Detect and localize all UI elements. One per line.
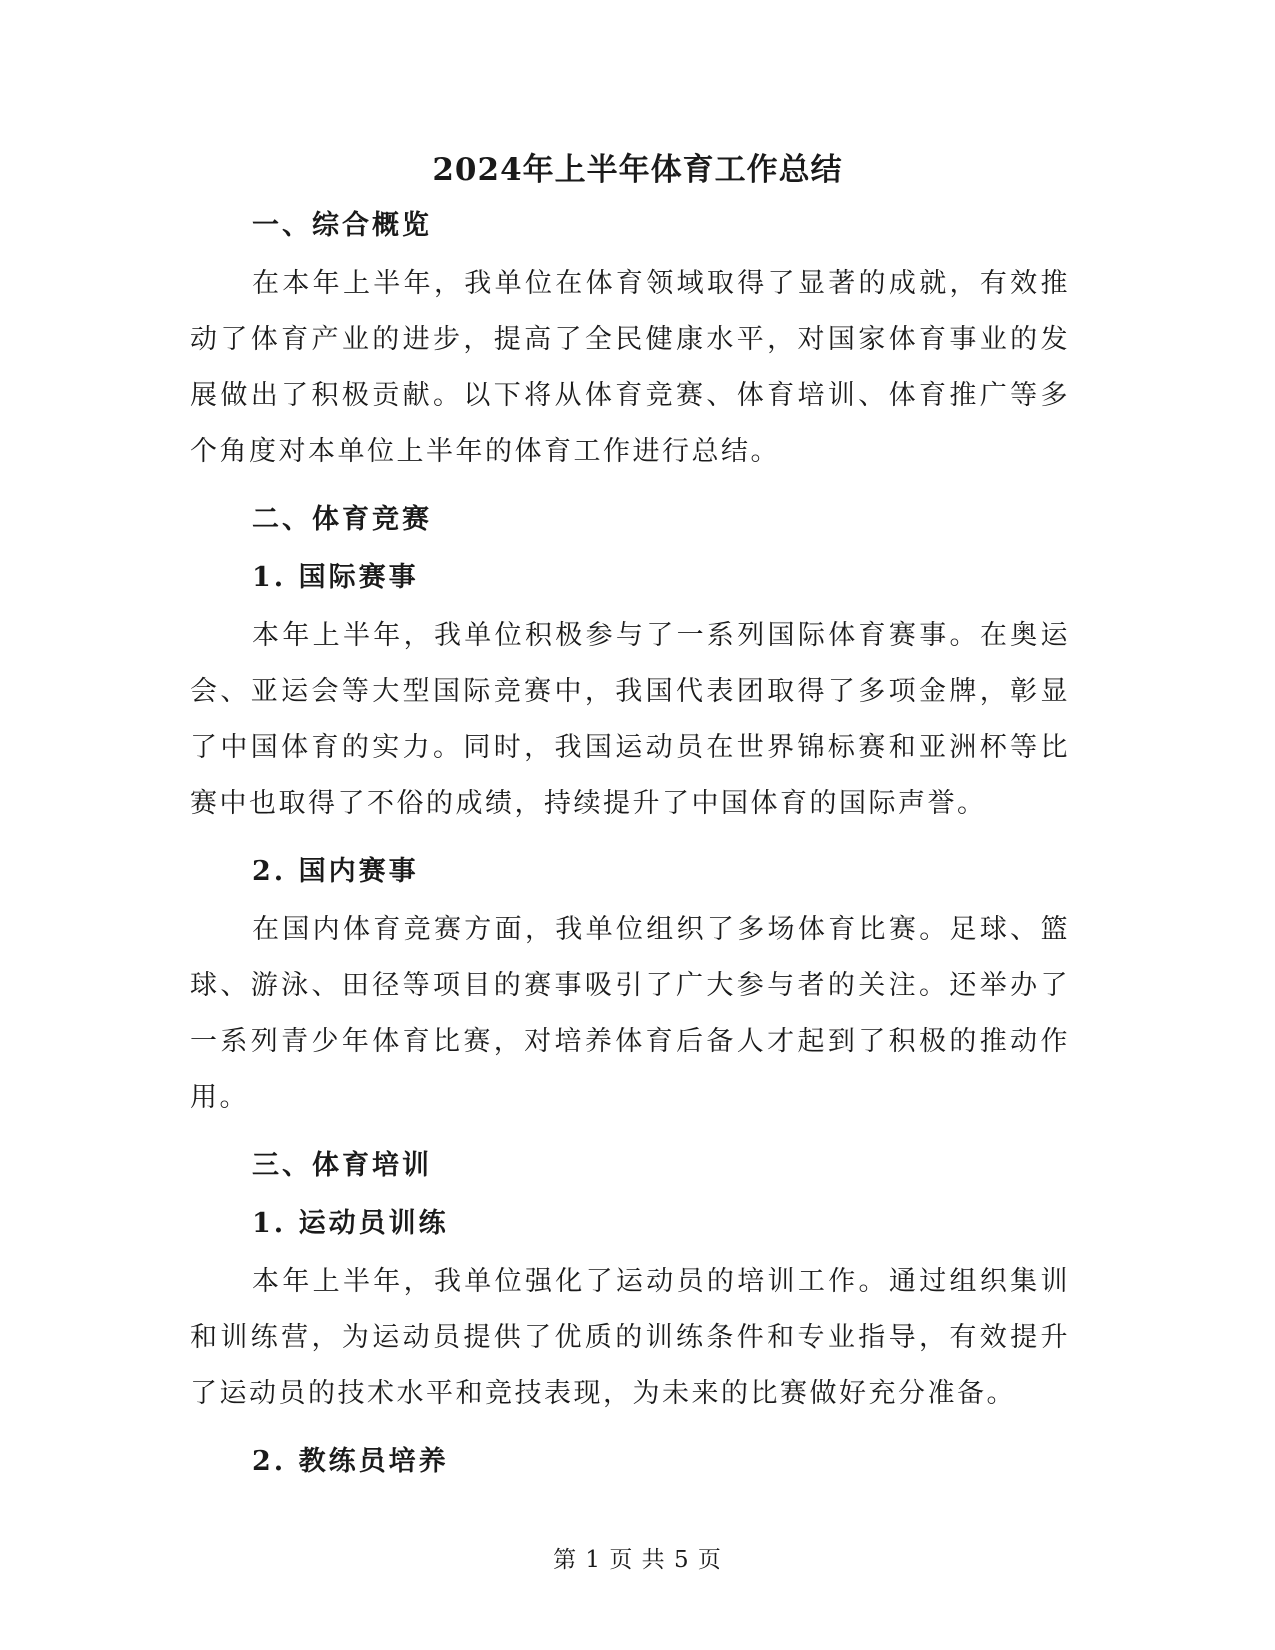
paragraph-international-events: 本年上半年，我单位积极参与了一系列国际体育赛事。在奥运会、亚运会等大型国际竞赛中，我国代表团取得了多项金牌，彰显了中国体育的实力。同时，我国运动员在世界锦标赛和亚洲杯等比赛中也取得了不俗的成绩，持续提升了中国体育的国际声誉。 [190, 620, 1070, 819]
paragraph-athlete-training: 本年上半年，我单位强化了运动员的培训工作。通过组织集训和训练营，为运动员提供了优质的训练条件和专业指导，有效提升了运动员的技术水平和竞技表现，为未来的比赛做好充分准备。 [190, 1266, 1070, 1409]
paragraph-overview: 在本年上半年，我单位在体育领域取得了显著的成就，有效推动了体育产业的进步，提高了全民健康水平，对国家体育事业的发展做出了积极贡献。以下将从体育竞赛、体育培训、体育推广等多个角度对本单位上半年的体育工作进行总结。 [190, 268, 1070, 467]
subheading-international-events: 1. 国际赛事 [252, 562, 419, 593]
document-title: 2024年上半年体育工作总结 [432, 152, 843, 188]
section-heading-competitions: 二、体育竞赛 [252, 504, 432, 535]
section-heading-overview: 一、综合概览 [252, 210, 432, 241]
paragraph-domestic-events: 在国内体育竞赛方面，我单位组织了多场体育比赛。足球、篮球、游泳、田径等项目的赛事吸引了广大参与者的关注。还举办了一系列青少年体育比赛，对培养体育后备人才起到了积极的推动作用。 [190, 914, 1070, 1113]
subheading-coach-training: 2. 教练员培养 [252, 1446, 449, 1477]
section-heading-training: 三、体育培训 [252, 1150, 432, 1181]
page-footer: 第 1 页 共 5 页 [553, 1547, 722, 1573]
document-body [190, 208, 1070, 1480]
subheading-domestic-events: 2. 国内赛事 [252, 856, 419, 887]
subheading-athlete-training: 1. 运动员训练 [252, 1208, 449, 1239]
